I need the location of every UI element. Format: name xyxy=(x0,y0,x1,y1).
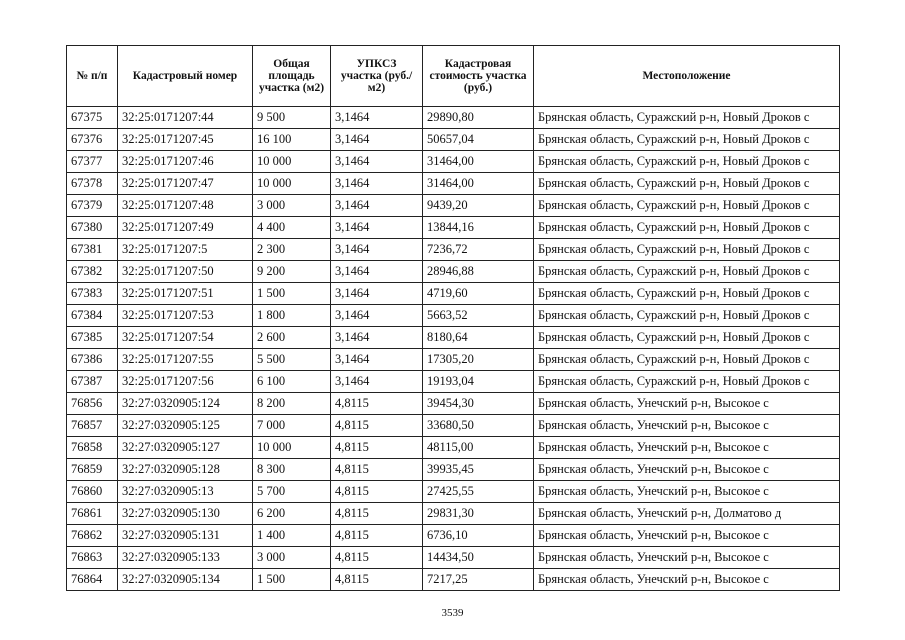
cell-upksz: 4,8115 xyxy=(331,481,423,503)
cell-cadastral-number: 32:27:0320905:131 xyxy=(118,525,253,547)
cell-number: 76861 xyxy=(67,503,118,525)
table-row xyxy=(67,481,840,503)
cell-cadastral-number: 32:25:0171207:53 xyxy=(118,305,253,327)
cell-location: Брянская область, Суражский р-н, Новый Дроков с xyxy=(534,349,840,371)
cell-area: 6 200 xyxy=(253,503,331,525)
cell-cadastral-number: 32:25:0171207:47 xyxy=(118,173,253,195)
cell-cadastral-value: 8180,64 xyxy=(423,327,534,349)
cell-number: 67377 xyxy=(67,151,118,173)
cell-upksz: 3,1464 xyxy=(331,305,423,327)
cell-number: 76864 xyxy=(67,569,118,591)
table-row xyxy=(67,107,840,129)
cell-number: 67385 xyxy=(67,327,118,349)
header-cadastral-number: Кадастровый номер xyxy=(118,46,253,107)
cell-number: 67384 xyxy=(67,305,118,327)
cell-cadastral-number: 32:25:0171207:44 xyxy=(118,107,253,129)
table-row xyxy=(67,415,840,437)
cell-upksz: 3,1464 xyxy=(331,195,423,217)
cell-number: 76860 xyxy=(67,481,118,503)
cell-cadastral-value: 9439,20 xyxy=(423,195,534,217)
cell-cadastral-value: 17305,20 xyxy=(423,349,534,371)
cell-number: 67381 xyxy=(67,239,118,261)
cell-area: 2 600 xyxy=(253,327,331,349)
cell-location: Брянская область, Унечский р-н, Высокое с xyxy=(534,393,840,415)
cell-cadastral-value: 14434,50 xyxy=(423,547,534,569)
cell-number: 76863 xyxy=(67,547,118,569)
cell-number: 67379 xyxy=(67,195,118,217)
header-number: № п/п xyxy=(67,46,118,107)
cell-number: 67376 xyxy=(67,129,118,151)
cell-upksz: 3,1464 xyxy=(331,151,423,173)
cell-cadastral-value: 39454,30 xyxy=(423,393,534,415)
cell-location: Брянская область, Суражский р-н, Новый Дроков с xyxy=(534,305,840,327)
cell-number: 67375 xyxy=(67,107,118,129)
table-row xyxy=(67,173,840,195)
cell-location: Брянская область, Унечский р-н, Высокое с xyxy=(534,569,840,591)
cell-area: 1 400 xyxy=(253,525,331,547)
table-row xyxy=(67,305,840,327)
table-row xyxy=(67,503,840,525)
table-row xyxy=(67,239,840,261)
header-upksz: УПКСЗ участка (руб./м2) xyxy=(331,46,423,107)
cell-location: Брянская область, Унечский р-н, Высокое с xyxy=(534,459,840,481)
cell-cadastral-value: 29831,30 xyxy=(423,503,534,525)
cell-location: Брянская область, Унечский р-н, Долматово д xyxy=(534,503,840,525)
cell-upksz: 3,1464 xyxy=(331,349,423,371)
cell-cadastral-value: 39935,45 xyxy=(423,459,534,481)
cell-cadastral-number: 32:25:0171207:55 xyxy=(118,349,253,371)
cell-upksz: 3,1464 xyxy=(331,239,423,261)
cell-upksz: 3,1464 xyxy=(331,261,423,283)
table-row xyxy=(67,195,840,217)
cell-cadastral-value: 29890,80 xyxy=(423,107,534,129)
cell-cadastral-number: 32:25:0171207:50 xyxy=(118,261,253,283)
cell-cadastral-value: 28946,88 xyxy=(423,261,534,283)
cell-number: 76862 xyxy=(67,525,118,547)
cadastral-table xyxy=(66,45,840,591)
cell-area: 16 100 xyxy=(253,129,331,151)
cell-cadastral-number: 32:27:0320905:133 xyxy=(118,547,253,569)
cell-cadastral-value: 7236,72 xyxy=(423,239,534,261)
cell-cadastral-number: 32:25:0171207:56 xyxy=(118,371,253,393)
cell-upksz: 4,8115 xyxy=(331,415,423,437)
header-area: Общая площадь участка (м2) xyxy=(253,46,331,107)
cell-cadastral-number: 32:25:0171207:49 xyxy=(118,217,253,239)
table-row xyxy=(67,151,840,173)
header-cadastral-value: Кадастровая стоимость участка (руб.) xyxy=(423,46,534,107)
cell-cadastral-value: 19193,04 xyxy=(423,371,534,393)
cell-cadastral-value: 50657,04 xyxy=(423,129,534,151)
cell-area: 4 400 xyxy=(253,217,331,239)
cell-location: Брянская область, Унечский р-н, Высокое с xyxy=(534,525,840,547)
cell-location: Брянская область, Унечский р-н, Высокое с xyxy=(534,415,840,437)
cell-area: 6 100 xyxy=(253,371,331,393)
cell-cadastral-value: 27425,55 xyxy=(423,481,534,503)
cell-location: Брянская область, Суражский р-н, Новый Дроков с xyxy=(534,195,840,217)
cell-number: 67383 xyxy=(67,283,118,305)
cell-upksz: 4,8115 xyxy=(331,569,423,591)
cell-area: 3 000 xyxy=(253,547,331,569)
table-row xyxy=(67,437,840,459)
cell-cadastral-number: 32:25:0171207:51 xyxy=(118,283,253,305)
table-row xyxy=(67,547,840,569)
cell-upksz: 3,1464 xyxy=(331,129,423,151)
cell-cadastral-value: 33680,50 xyxy=(423,415,534,437)
cell-location: Брянская область, Унечский р-н, Высокое с xyxy=(534,481,840,503)
cell-upksz: 3,1464 xyxy=(331,217,423,239)
table-row xyxy=(67,349,840,371)
cell-area: 1 500 xyxy=(253,569,331,591)
table-row xyxy=(67,371,840,393)
cell-upksz: 4,8115 xyxy=(331,437,423,459)
cell-location: Брянская область, Унечский р-н, Высокое с xyxy=(534,437,840,459)
cell-cadastral-number: 32:25:0171207:45 xyxy=(118,129,253,151)
cell-cadastral-value: 6736,10 xyxy=(423,525,534,547)
cell-upksz: 3,1464 xyxy=(331,283,423,305)
cell-number: 67387 xyxy=(67,371,118,393)
cell-location: Брянская область, Унечский р-н, Высокое с xyxy=(534,547,840,569)
cell-number: 76858 xyxy=(67,437,118,459)
table-row xyxy=(67,569,840,591)
page-number: 3539 xyxy=(441,607,464,619)
cell-upksz: 4,8115 xyxy=(331,503,423,525)
cell-cadastral-number: 32:27:0320905:124 xyxy=(118,393,253,415)
cell-location: Брянская область, Суражский р-н, Новый Дроков с xyxy=(534,151,840,173)
cell-area: 10 000 xyxy=(253,437,331,459)
cell-location: Брянская область, Суражский р-н, Новый Дроков с xyxy=(534,371,840,393)
cell-cadastral-value: 31464,00 xyxy=(423,151,534,173)
cell-cadastral-number: 32:27:0320905:130 xyxy=(118,503,253,525)
table-row xyxy=(67,459,840,481)
cell-area: 10 000 xyxy=(253,151,331,173)
cell-cadastral-number: 32:27:0320905:128 xyxy=(118,459,253,481)
cell-area: 5 700 xyxy=(253,481,331,503)
cell-cadastral-number: 32:25:0171207:48 xyxy=(118,195,253,217)
cell-location: Брянская область, Суражский р-н, Новый Дроков с xyxy=(534,261,840,283)
cell-area: 2 300 xyxy=(253,239,331,261)
cell-cadastral-number: 32:25:0171207:5 xyxy=(118,239,253,261)
cell-location: Брянская область, Суражский р-н, Новый Дроков с xyxy=(534,327,840,349)
table-row xyxy=(67,129,840,151)
table-row xyxy=(67,393,840,415)
cell-cadastral-value: 5663,52 xyxy=(423,305,534,327)
cell-upksz: 3,1464 xyxy=(331,371,423,393)
cell-cadastral-value: 13844,16 xyxy=(423,217,534,239)
cell-cadastral-number: 32:25:0171207:54 xyxy=(118,327,253,349)
cell-area: 9 500 xyxy=(253,107,331,129)
cell-upksz: 3,1464 xyxy=(331,327,423,349)
cell-location: Брянская область, Суражский р-н, Новый Дроков с xyxy=(534,217,840,239)
table-row xyxy=(67,261,840,283)
cell-cadastral-number: 32:27:0320905:134 xyxy=(118,569,253,591)
cell-location: Брянская область, Суражский р-н, Новый Дроков с xyxy=(534,173,840,195)
cell-location: Брянская область, Суражский р-н, Новый Дроков с xyxy=(534,129,840,151)
cell-cadastral-number: 32:27:0320905:13 xyxy=(118,481,253,503)
cell-location: Брянская область, Суражский р-н, Новый Дроков с xyxy=(534,239,840,261)
cell-location: Брянская область, Суражский р-н, Новый Дроков с xyxy=(534,107,840,129)
table-header-row xyxy=(67,46,840,107)
cell-cadastral-value: 31464,00 xyxy=(423,173,534,195)
cell-upksz: 3,1464 xyxy=(331,173,423,195)
table-row xyxy=(67,525,840,547)
cell-upksz: 4,8115 xyxy=(331,547,423,569)
cell-cadastral-value: 4719,60 xyxy=(423,283,534,305)
cell-area: 8 200 xyxy=(253,393,331,415)
cell-upksz: 4,8115 xyxy=(331,393,423,415)
cell-area: 10 000 xyxy=(253,173,331,195)
cell-cadastral-number: 32:25:0171207:46 xyxy=(118,151,253,173)
cell-number: 67380 xyxy=(67,217,118,239)
cell-cadastral-number: 32:27:0320905:125 xyxy=(118,415,253,437)
cell-upksz: 3,1464 xyxy=(331,107,423,129)
cell-area: 8 300 xyxy=(253,459,331,481)
cell-area: 3 000 xyxy=(253,195,331,217)
cell-number: 76857 xyxy=(67,415,118,437)
cell-number: 76859 xyxy=(67,459,118,481)
table-row xyxy=(67,327,840,349)
cell-upksz: 4,8115 xyxy=(331,459,423,481)
cell-cadastral-value: 48115,00 xyxy=(423,437,534,459)
cell-number: 76856 xyxy=(67,393,118,415)
table-row xyxy=(67,283,840,305)
cell-number: 67386 xyxy=(67,349,118,371)
table-row xyxy=(67,217,840,239)
cell-area: 1 500 xyxy=(253,283,331,305)
header-location: Местоположение xyxy=(534,46,840,107)
cell-number: 67378 xyxy=(67,173,118,195)
cell-area: 9 200 xyxy=(253,261,331,283)
cell-area: 7 000 xyxy=(253,415,331,437)
cell-location: Брянская область, Суражский р-н, Новый Дроков с xyxy=(534,283,840,305)
cell-cadastral-number: 32:27:0320905:127 xyxy=(118,437,253,459)
cell-area: 5 500 xyxy=(253,349,331,371)
cell-upksz: 4,8115 xyxy=(331,525,423,547)
cell-number: 67382 xyxy=(67,261,118,283)
table-body xyxy=(67,107,840,591)
cell-cadastral-value: 7217,25 xyxy=(423,569,534,591)
cell-area: 1 800 xyxy=(253,305,331,327)
